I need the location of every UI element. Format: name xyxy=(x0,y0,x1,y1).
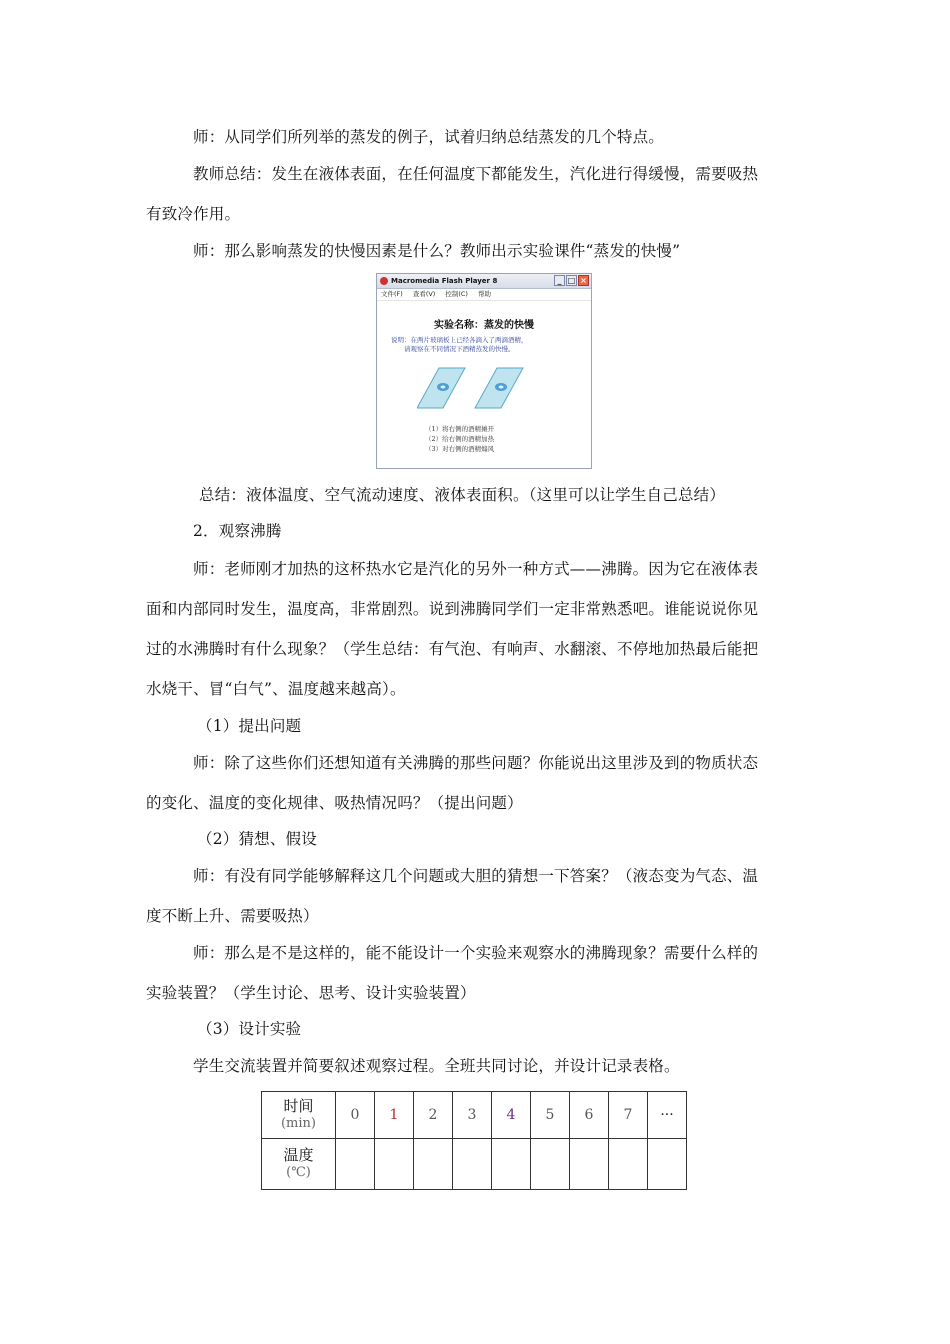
time-cell: 2 xyxy=(414,1092,453,1139)
glass-plates-illustration xyxy=(417,364,557,414)
flash-titlebar xyxy=(377,274,591,289)
temperature-header-cell xyxy=(262,1139,336,1190)
paragraph-hypothesis-line-2: 度不断上升、需要吸热） xyxy=(146,907,319,925)
flash-window-title: Macromedia Flash Player 8 xyxy=(391,277,498,285)
time-cell: 7 xyxy=(609,1092,648,1139)
table-row-time xyxy=(262,1092,687,1139)
paragraph-2-line-1: 教师总结：发生在液体表面，在任何温度下都能发生，汽化进行得缓慢，需要吸热 xyxy=(193,165,759,183)
paragraph-boiling-line-3: 过的水沸腾时有什么现象？（学生总结：有气泡、有响声、水翻滚、不停地加热最后能把 xyxy=(146,640,759,658)
temperature-unit: (℃) xyxy=(286,1165,311,1180)
option-1: （1）将右侧的酒精摊开 xyxy=(425,425,495,433)
paragraph-hypothesis-line-1: 师：有没有同学能够解释这几个问题或大胆的猜想一下答案？（液态变为气态、温 xyxy=(193,867,759,885)
temperature-cell xyxy=(336,1139,375,1190)
step-1-heading: （1）提出问题 xyxy=(197,717,302,735)
menu-help: 帮助 xyxy=(477,290,491,298)
section-heading-boiling: 2．观察沸腾 xyxy=(193,522,282,540)
time-cell: 0 xyxy=(336,1092,375,1139)
time-cell: 3 xyxy=(453,1092,492,1139)
experiment-description xyxy=(391,336,528,354)
experiment-options xyxy=(425,424,494,454)
time-cell: 4 xyxy=(492,1092,531,1139)
paragraph-boiling-line-2: 面和内部同时发生，温度高，非常剧烈。说到沸腾同学们一定非常熟悉吧。谁能说说你见 xyxy=(146,600,759,618)
temperature-label: 温度 xyxy=(283,1146,314,1164)
temperature-cell xyxy=(531,1139,570,1190)
experiment-title: 实验名称：蒸发的快慢 xyxy=(434,320,534,331)
table-row-temperature xyxy=(262,1139,687,1190)
paragraph-3: 师：那么影响蒸发的快慢因素是什么？教师出示实验课件“蒸发的快慢” xyxy=(193,242,681,260)
menu-control: 控制(C) xyxy=(445,290,468,298)
flash-player-screenshot xyxy=(376,273,592,469)
paragraph-boiling-line-4: 水烧干、冒“白气”、温度越来越高）。 xyxy=(146,680,406,698)
time-header-cell xyxy=(262,1092,336,1139)
close-icon: × xyxy=(578,275,589,286)
time-label: 时间 xyxy=(283,1097,314,1115)
step-2-heading: （2）猜想、假设 xyxy=(197,830,317,848)
time-cell: ··· xyxy=(648,1092,687,1139)
maximize-icon: □ xyxy=(567,276,576,285)
option-2: （2）给右侧的酒精加热 xyxy=(425,435,495,443)
flash-app-icon xyxy=(380,277,388,285)
paragraph-1: 师：从同学们所列举的蒸发的例子，试着归纳总结蒸发的几个特点。 xyxy=(193,128,665,146)
time-cell: 6 xyxy=(570,1092,609,1139)
temperature-cell xyxy=(609,1139,648,1190)
flash-menubar xyxy=(377,289,591,301)
left-glass-plate xyxy=(417,368,465,408)
paragraph-boiling-line-1: 师：老师刚才加热的这杯热水它是汽化的另外一种方式——沸腾。因为它在液体表 xyxy=(193,560,759,578)
time-cell: 1 xyxy=(375,1092,414,1139)
paragraph-question-line-1: 师：除了这些你们还想知道有关沸腾的那些问题？你能说出这里涉及到的物质状态 xyxy=(193,754,759,772)
temperature-cell xyxy=(492,1139,531,1190)
paragraph-question-line-2: 的变化、温度的变化规律、吸热情况吗？（提出问题） xyxy=(146,794,523,812)
temperature-cell xyxy=(375,1139,414,1190)
temperature-cell xyxy=(648,1139,687,1190)
paragraph-summary: 总结：液体温度、空气流动速度、液体表面积。（这里可以让学生自己总结） xyxy=(199,486,726,504)
temperature-cell xyxy=(570,1139,609,1190)
step-3-heading: （3）设计实验 xyxy=(197,1020,302,1038)
time-cell: 5 xyxy=(531,1092,570,1139)
time-unit: (min) xyxy=(280,1116,316,1131)
description-line-2: 请观察在不同情况下酒精蒸发的快慢。 xyxy=(404,345,515,353)
temperature-cell xyxy=(414,1139,453,1190)
temperature-cell xyxy=(453,1139,492,1190)
menu-file: 文件(F) xyxy=(381,290,403,298)
minimize-icon: _ xyxy=(554,275,565,286)
paragraph-design-line-2: 实验装置？（学生讨论、思考、设计实验装置） xyxy=(146,984,476,1002)
paragraph-record-table: 学生交流装置并简要叙述观察过程。全班共同讨论，并设计记录表格。 xyxy=(193,1057,680,1075)
menu-view: 查看(V) xyxy=(412,290,436,298)
paragraph-2-line-2: 有致冷作用。 xyxy=(146,205,241,223)
right-glass-plate xyxy=(475,368,523,408)
option-3: （3）对右侧的酒精煽风 xyxy=(425,445,495,453)
paragraph-design-line-1: 师：那么是不是这样的，能不能设计一个实验来观察水的沸腾现象？需要什么样的 xyxy=(193,944,759,962)
description-line-1: 说明：在两片玻璃板上已经各滴入了两滴酒精， xyxy=(391,336,528,344)
record-table xyxy=(261,1091,687,1190)
